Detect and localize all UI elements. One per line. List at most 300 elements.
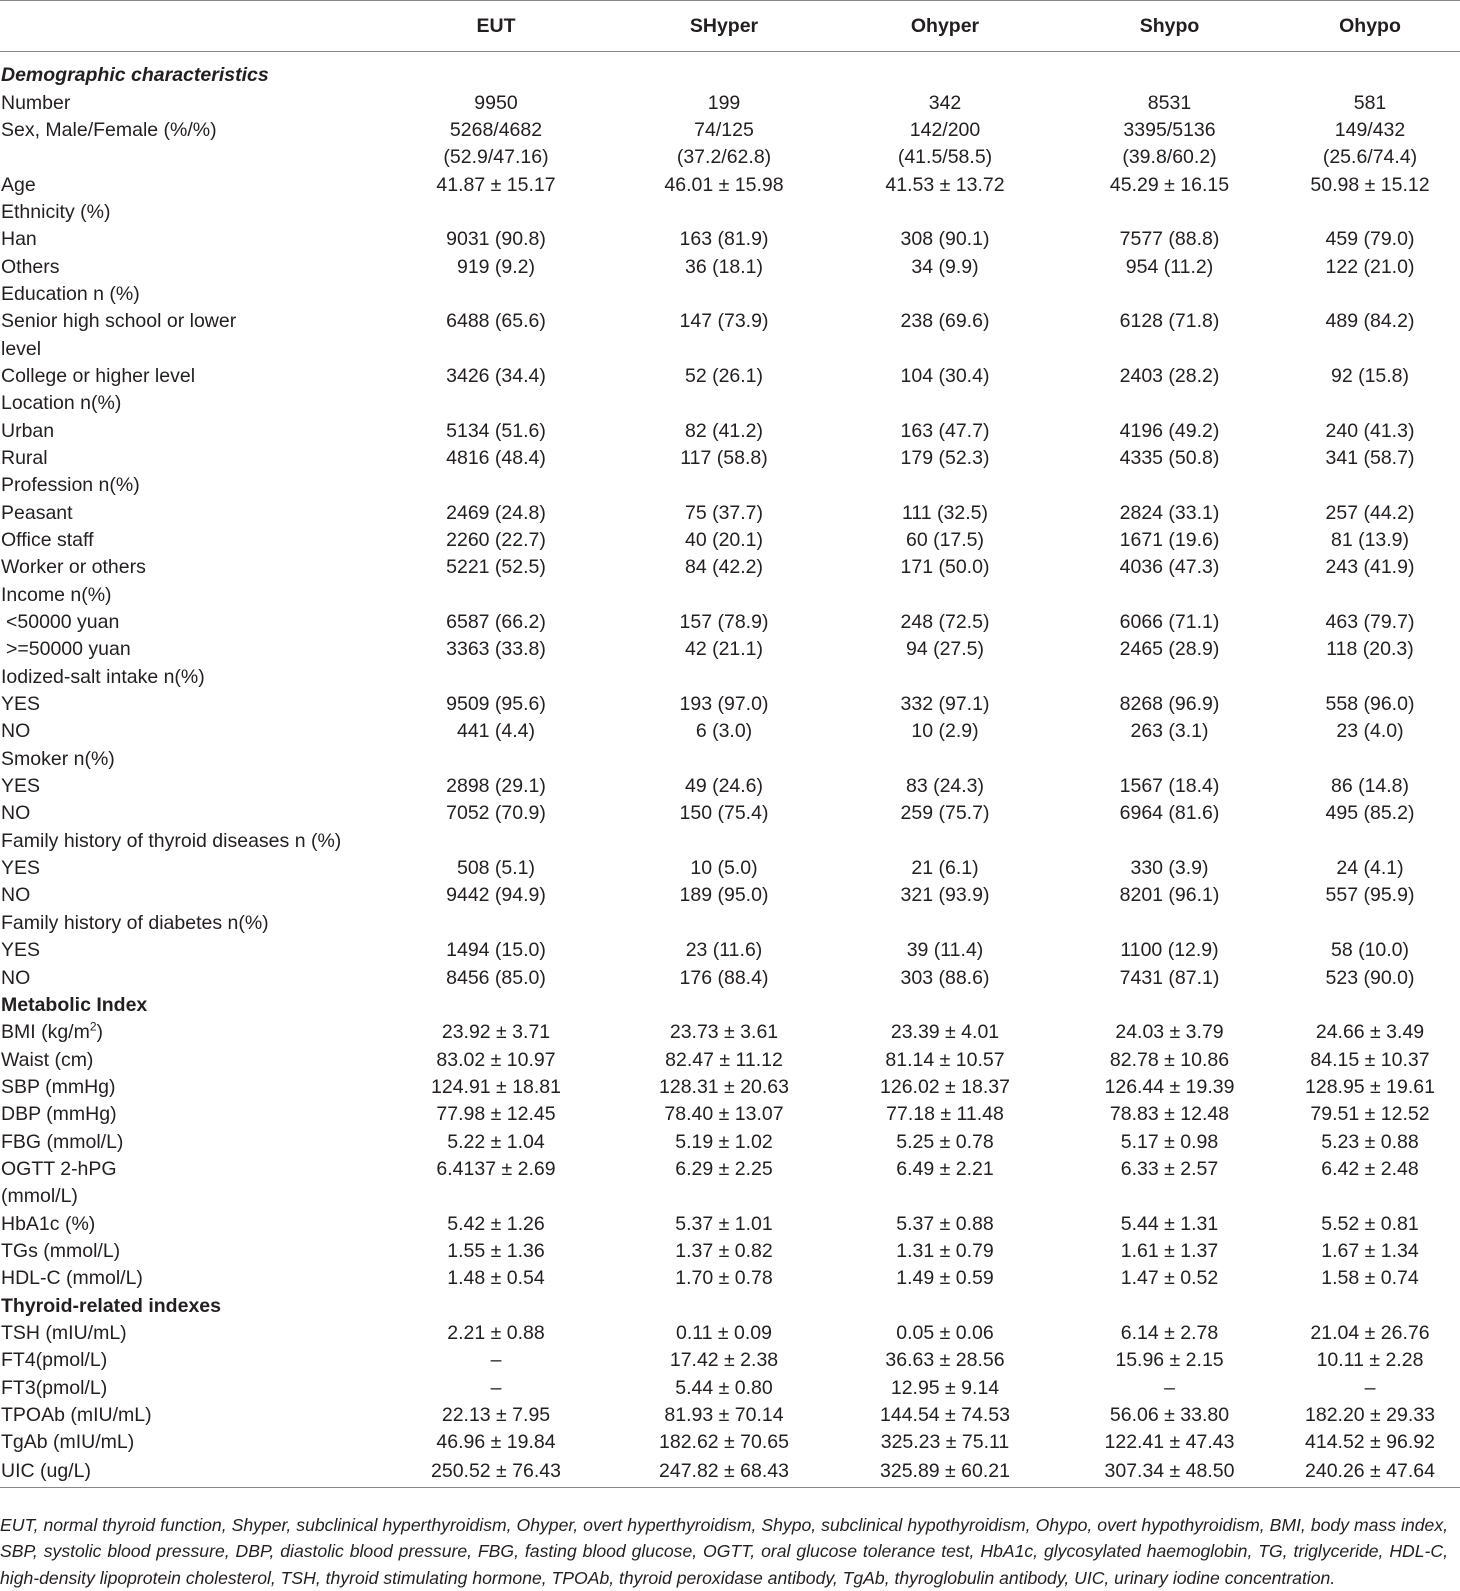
- row-label-text: Number: [1, 91, 71, 114]
- cell-eut: 41.87 ± 15.17: [436, 173, 556, 196]
- cell-ohypo: 581: [1353, 91, 1387, 114]
- cell-shypo: 330 (3.9): [1130, 857, 1209, 880]
- row-label: [0, 89, 375, 116]
- table-row: [0, 1375, 1460, 1402]
- row-label: [0, 1210, 375, 1237]
- cell-ohypo: 240.26 ± 47.64: [1280, 1457, 1460, 1488]
- table-row: [0, 1265, 1460, 1292]
- cell-shyper: 5.44 ± 0.80: [675, 1376, 773, 1399]
- cell-shyper: [617, 199, 831, 226]
- cell-shypo: 122.41 ± 47.43: [1104, 1431, 1235, 1454]
- cell-shyper: [617, 1183, 831, 1210]
- row-label-text: Smoker n(%): [1, 747, 115, 770]
- table-row: [0, 117, 1460, 144]
- row-label-text: NO: [1, 966, 31, 989]
- cell-ohyper: [831, 828, 1059, 855]
- cell-shyper: 157 (78.9): [679, 611, 769, 634]
- row-label: [0, 281, 375, 308]
- cell-eut: 1.48 ± 0.54: [447, 1267, 545, 1290]
- row-label: [0, 664, 375, 691]
- cell-shyper: [617, 582, 831, 609]
- cell-eut: [375, 1292, 617, 1319]
- row-label: [0, 1292, 375, 1319]
- table-row: [0, 582, 1460, 609]
- cell-eut: [375, 1183, 617, 1210]
- header-cell-label: [0, 1, 375, 52]
- cell-eut: [375, 582, 617, 609]
- row-label-text: SBP (mmHg): [1, 1075, 116, 1098]
- row-label: [0, 527, 375, 554]
- cell-eut: 22.13 ± 7.95: [441, 1404, 551, 1427]
- row-label-text: NO: [1, 802, 31, 825]
- row-label-text: YES: [1, 775, 41, 798]
- cell-eut: 5.42 ± 1.26: [447, 1212, 545, 1235]
- table-row: [0, 281, 1460, 308]
- cell-shypo: [1059, 1292, 1280, 1319]
- table-row: [0, 773, 1460, 800]
- cell-eut: 2469 (24.8): [446, 501, 546, 524]
- cell-shypo: 6128 (71.8): [1119, 310, 1220, 333]
- table-row: [0, 500, 1460, 527]
- table-row: [0, 144, 1460, 171]
- cell-ohyper: [831, 199, 1059, 226]
- row-label: [0, 500, 375, 527]
- cell-ohypo: [1280, 828, 1460, 855]
- cell-eut: 9442 (94.9): [446, 884, 546, 907]
- row-label-text: Han: [1, 228, 37, 251]
- row-label: [0, 1402, 375, 1429]
- cell-ohyper: 303 (88.6): [900, 966, 990, 989]
- cell-ohypo: [1280, 472, 1460, 499]
- row-label: [0, 718, 375, 745]
- cell-shyper: 6.29 ± 2.25: [675, 1157, 773, 1180]
- cell-eut: 9509 (95.6): [446, 693, 546, 716]
- cell-eut: 7052 (70.9): [446, 802, 546, 825]
- row-label: [0, 1347, 375, 1374]
- cell-ohyper: [831, 390, 1059, 417]
- row-label-text: TSH (mIU/mL): [1, 1321, 127, 1344]
- row-label: [0, 609, 375, 636]
- cell-shyper: 189 (95.0): [679, 884, 769, 907]
- table-row: [0, 445, 1460, 472]
- cell-shyper: (37.2/62.8): [676, 146, 772, 169]
- cell-eut: [375, 992, 617, 1019]
- cell-shyper: 84 (42.2): [684, 556, 764, 579]
- cell-ohyper: [831, 746, 1059, 773]
- cell-shyper: 1.37 ± 0.82: [675, 1239, 773, 1262]
- cell-ohyper: 10 (2.9): [911, 720, 979, 743]
- cell-shypo: 307.34 ± 48.50: [1059, 1457, 1280, 1488]
- cell-ohyper: 171 (50.0): [900, 556, 990, 579]
- cell-ohypo: 243 (41.9): [1325, 556, 1415, 579]
- cell-shypo: (39.8/60.2): [1122, 146, 1217, 169]
- cell-shypo: 1.47 ± 0.52: [1120, 1267, 1219, 1290]
- cell-eut: 6.4137 ± 2.69: [436, 1157, 556, 1180]
- table-row: [0, 390, 1460, 417]
- table-row: [0, 1292, 1460, 1319]
- cell-ohypo: 182.20 ± 29.33: [1305, 1404, 1435, 1427]
- cell-ohyper: 111 (32.5): [902, 501, 988, 524]
- row-label-text: Worker or others: [1, 556, 146, 579]
- table-row: [0, 1238, 1460, 1265]
- cell-shypo: 4335 (50.8): [1119, 446, 1220, 469]
- cell-shyper: 46.01 ± 15.98: [664, 173, 784, 196]
- cell-eut: 5134 (51.6): [446, 419, 546, 442]
- cell-eut: [375, 335, 617, 362]
- table-row: [0, 1128, 1460, 1155]
- cell-eut: –: [490, 1349, 502, 1372]
- row-label: [0, 1156, 375, 1183]
- row-label: [0, 828, 375, 855]
- row-label: [0, 1046, 375, 1073]
- row-label: [0, 363, 375, 390]
- table-row: [0, 992, 1460, 1019]
- cell-ohypo: 5.52 ± 0.81: [1321, 1212, 1419, 1235]
- row-label-text: Sex, Male/Female (%/%): [1, 118, 217, 141]
- table-row: [0, 1101, 1460, 1128]
- cell-shyper: 75 (37.7): [684, 501, 764, 524]
- cell-shypo: –: [1164, 1376, 1175, 1399]
- cell-eut: –: [490, 1376, 502, 1399]
- row-label-text: UIC (ug/L): [1, 1460, 91, 1483]
- table-body: [0, 52, 1460, 1488]
- row-label-text: NO: [1, 884, 31, 907]
- cell-ohyper: [831, 52, 1059, 90]
- cell-shyper: 42 (21.1): [684, 638, 764, 661]
- row-label-text: HbA1c (%): [1, 1212, 96, 1235]
- cell-shyper: [617, 472, 831, 499]
- row-label-text: College or higher level: [1, 364, 196, 387]
- cell-ohyper: [831, 664, 1059, 691]
- cell-ohypo: 558 (96.0): [1325, 693, 1415, 716]
- row-label: [0, 773, 375, 800]
- row-label: [0, 171, 375, 198]
- table-row: [0, 1046, 1460, 1073]
- cell-shypo: 954 (11.2): [1125, 255, 1214, 278]
- row-label-text: YES: [1, 693, 41, 716]
- cell-ohyper: [831, 472, 1059, 499]
- cell-ohyper: 1.49 ± 0.59: [896, 1267, 994, 1290]
- cell-shypo: 24.03 ± 3.79: [1115, 1021, 1224, 1044]
- cell-ohypo: 24.66 ± 3.49: [1315, 1021, 1425, 1044]
- cell-shypo: 7577 (88.8): [1119, 228, 1220, 251]
- cell-shypo: [1059, 52, 1280, 90]
- cell-shyper: 10 (5.0): [690, 857, 758, 880]
- cell-shypo: 1100 (12.9): [1120, 939, 1219, 962]
- table-row: [0, 1019, 1460, 1046]
- cell-shyper: [617, 390, 831, 417]
- row-label-text: Waist (cm): [1, 1048, 94, 1071]
- table-row: [0, 1074, 1460, 1101]
- cell-ohyper: 77.18 ± 11.48: [886, 1103, 1004, 1126]
- cell-shyper: 163 (81.9): [679, 228, 769, 251]
- cell-shypo: [1059, 992, 1280, 1019]
- header-cell-shyper: SHyper: [617, 1, 831, 52]
- cell-ohypo: [1280, 335, 1460, 362]
- cell-shypo: [1059, 910, 1280, 937]
- cell-eut: 3426 (34.4): [446, 364, 546, 387]
- table-row: [0, 1347, 1460, 1374]
- table-row: [0, 664, 1460, 691]
- row-label-text: Rural: [1, 446, 48, 469]
- cell-ohypo: (25.6/74.4): [1322, 146, 1418, 169]
- cell-shypo: 82.78 ± 10.86: [1109, 1048, 1230, 1071]
- cell-ohypo: 495 (85.2): [1325, 802, 1415, 825]
- row-label-text: YES: [1, 857, 41, 880]
- cell-eut: 441 (4.4): [456, 720, 536, 743]
- cell-eut: 4816 (48.4): [446, 446, 546, 469]
- row-label: [0, 937, 375, 964]
- cell-ohyper: 6.49 ± 2.21: [896, 1157, 994, 1180]
- cell-ohypo: 463 (79.7): [1325, 611, 1415, 634]
- cell-ohypo: 81 (13.9): [1330, 529, 1410, 552]
- row-label-text: Senior high school or lower: [1, 310, 237, 333]
- cell-eut: 8456 (85.0): [446, 966, 546, 989]
- cell-shypo: 8531: [1147, 91, 1192, 114]
- cell-shypo: 8201 (96.1): [1119, 884, 1220, 907]
- row-label: [0, 1183, 375, 1210]
- cell-ohypo: 1.58 ± 0.74: [1321, 1267, 1419, 1290]
- row-label: [0, 445, 375, 472]
- cell-ohypo: [1280, 992, 1460, 1019]
- table-row: [0, 964, 1460, 991]
- cell-eut: [375, 390, 617, 417]
- cell-ohyper: 248 (72.5): [900, 611, 990, 634]
- table-row: [0, 636, 1460, 663]
- cell-ohypo: [1280, 281, 1460, 308]
- cell-ohyper: 179 (52.3): [900, 446, 990, 469]
- table-row: [0, 937, 1460, 964]
- cell-shyper: 5.19 ± 1.02: [675, 1130, 773, 1153]
- cell-shyper: 247.82 ± 68.43: [617, 1457, 831, 1488]
- cell-shyper: 0.11 ± 0.09: [676, 1321, 772, 1344]
- cell-ohypo: –: [1364, 1376, 1376, 1399]
- header-row: [0, 1, 1460, 52]
- cell-ohyper: 36.63 ± 28.56: [885, 1349, 1005, 1372]
- table-row: [0, 417, 1460, 444]
- cell-shypo: 2824 (33.1): [1119, 501, 1220, 524]
- cell-shyper: [617, 281, 831, 308]
- cell-eut: [375, 746, 617, 773]
- table-header: [0, 1, 1460, 52]
- cell-shypo: 2465 (28.9): [1119, 638, 1220, 661]
- row-label-superscript: 2: [89, 1019, 97, 1034]
- row-label-text: Urban: [1, 419, 55, 442]
- row-label: [0, 582, 375, 609]
- cell-shypo: 1567 (18.4): [1119, 775, 1220, 798]
- cell-eut: 9031 (90.8): [446, 228, 546, 251]
- table-row: [0, 718, 1460, 745]
- row-label: [0, 253, 375, 280]
- cell-ohyper: (41.5/58.5): [897, 146, 993, 169]
- row-label-text: Metabolic Index: [1, 993, 148, 1016]
- table-row: [0, 52, 1460, 90]
- row-label: [0, 1128, 375, 1155]
- row-label-text: TPOAb (mIU/mL): [1, 1404, 152, 1427]
- cell-ohypo: 50.98 ± 15.12: [1310, 173, 1430, 196]
- table-row: [0, 199, 1460, 226]
- row-label: [0, 800, 375, 827]
- table-row: [0, 335, 1460, 362]
- cell-shypo: 1.61 ± 1.37: [1120, 1239, 1219, 1262]
- cell-shyper: 1.70 ± 0.78: [675, 1267, 773, 1290]
- cell-ohypo: 86 (14.8): [1330, 775, 1410, 798]
- cell-eut: 6587 (66.2): [446, 611, 546, 634]
- cell-eut: 2260 (22.7): [446, 529, 546, 552]
- row-label-text: (mmol/L): [1, 1185, 78, 1208]
- cell-ohyper: 34 (9.9): [911, 255, 979, 278]
- cell-ohypo: 122 (21.0): [1325, 255, 1415, 278]
- cell-shypo: [1059, 828, 1280, 855]
- row-label: [0, 52, 375, 90]
- table-row: [0, 691, 1460, 718]
- cell-shyper: 82 (41.2): [684, 419, 764, 442]
- cell-ohypo: 10.11 ± 2.28: [1316, 1349, 1424, 1372]
- cell-ohypo: 557 (95.9): [1325, 884, 1415, 907]
- cell-ohypo: 1.67 ± 1.34: [1321, 1239, 1419, 1262]
- cell-shypo: [1059, 664, 1280, 691]
- table-row: [0, 609, 1460, 636]
- row-label-text: Thyroid-related indexes: [1, 1294, 221, 1317]
- cell-shypo: [1059, 1183, 1280, 1210]
- row-label: [0, 636, 375, 663]
- row-label-text: >=50000 yuan: [6, 638, 131, 661]
- cell-shyper: 5.37 ± 1.01: [675, 1212, 773, 1235]
- cell-ohypo: [1280, 199, 1460, 226]
- cell-eut: 919 (9.2): [456, 255, 536, 278]
- cell-shyper: 17.42 ± 2.38: [669, 1349, 779, 1372]
- row-label-text: Iodized-salt intake n(%): [1, 665, 205, 688]
- cell-ohyper: 104 (30.4): [900, 364, 990, 387]
- cell-eut: 83.02 ± 10.97: [436, 1048, 556, 1071]
- row-label-text: FBG (mmol/L): [1, 1130, 124, 1153]
- cell-ohypo: [1280, 910, 1460, 937]
- row-label: [0, 992, 375, 1019]
- cell-shyper: [617, 746, 831, 773]
- cell-ohyper: 60 (17.5): [905, 529, 985, 552]
- cell-shypo: [1059, 281, 1280, 308]
- cell-ohyper: [831, 992, 1059, 1019]
- cell-eut: 6488 (65.6): [446, 310, 546, 333]
- cell-ohyper: 126.02 ± 18.37: [880, 1075, 1010, 1098]
- cell-eut: 2.21 ± 0.88: [447, 1321, 545, 1344]
- table-row: [0, 472, 1460, 499]
- cell-ohypo: 128.95 ± 19.61: [1305, 1075, 1435, 1098]
- cell-ohypo: 79.51 ± 12.52: [1310, 1103, 1430, 1126]
- row-label: [0, 308, 375, 335]
- cell-shypo: [1059, 335, 1280, 362]
- header-cell-ohyper: Ohyper: [831, 1, 1059, 52]
- row-label-text: Family history of thyroid diseases n (%): [1, 829, 342, 852]
- table-row: [0, 253, 1460, 280]
- cell-ohypo: [1280, 664, 1460, 691]
- table-row: [0, 363, 1460, 390]
- cell-shyper: [617, 992, 831, 1019]
- cell-eut: 5268/4682: [449, 118, 543, 141]
- table-row: [0, 910, 1460, 937]
- cell-ohypo: 58 (10.0): [1330, 939, 1410, 962]
- cell-ohypo: 6.42 ± 2.48: [1321, 1157, 1419, 1180]
- table-row: [0, 171, 1460, 198]
- cell-ohyper: 23.39 ± 4.01: [890, 1021, 1000, 1044]
- row-label-text: DBP (mmHg): [1, 1103, 117, 1126]
- row-label: [0, 472, 375, 499]
- cell-shypo: 7431 (87.1): [1119, 966, 1220, 989]
- cell-ohyper: 342: [928, 91, 962, 114]
- cell-ohypo: 523 (90.0): [1325, 966, 1415, 989]
- table-row: [0, 746, 1460, 773]
- row-label-suffix: ): [96, 1021, 104, 1044]
- cell-shypo: 45.29 ± 16.15: [1109, 173, 1230, 196]
- cell-ohyper: 142/200: [909, 118, 981, 141]
- cell-shyper: 36 (18.1): [684, 255, 764, 278]
- cell-shyper: [617, 828, 831, 855]
- cell-shyper: 78.40 ± 13.07: [664, 1103, 784, 1126]
- cell-ohyper: 21 (6.1): [911, 857, 979, 880]
- cell-shypo: 263 (3.1): [1130, 720, 1209, 743]
- cell-shyper: 82.47 ± 11.12: [665, 1048, 783, 1071]
- cell-shypo: [1059, 390, 1280, 417]
- cell-eut: [375, 828, 617, 855]
- table-row: [0, 1156, 1460, 1183]
- row-label: [0, 1265, 375, 1292]
- cell-ohypo: 149/432: [1334, 118, 1406, 141]
- row-label-text: Education n (%): [1, 282, 140, 305]
- table-row: [0, 1429, 1460, 1456]
- cell-ohypo: [1280, 1292, 1460, 1319]
- cell-shyper: [617, 664, 831, 691]
- row-label-text: Profession n(%): [1, 474, 140, 497]
- row-label-text: level: [1, 337, 42, 360]
- cell-ohyper: [831, 1292, 1059, 1319]
- cell-shyper: [617, 910, 831, 937]
- row-label-text: Age: [1, 173, 36, 196]
- row-label-text: <50000 yuan: [6, 611, 120, 634]
- cell-ohyper: 0.05 ± 0.06: [896, 1321, 994, 1344]
- row-label-text: Demographic characteristics: [1, 64, 269, 87]
- cell-shyper: [617, 1292, 831, 1319]
- row-label: [0, 1457, 375, 1488]
- cell-ohypo: 489 (84.2): [1325, 310, 1415, 333]
- table-row: [0, 554, 1460, 581]
- cell-shyper: 40 (20.1): [684, 529, 764, 552]
- row-label-text: HDL-C (mmol/L): [1, 1267, 143, 1290]
- cell-shyper: 150 (75.4): [679, 802, 769, 825]
- row-label: [0, 855, 375, 882]
- cell-eut: [375, 199, 617, 226]
- row-label: [0, 1238, 375, 1265]
- cell-ohypo: [1280, 1183, 1460, 1210]
- cell-eut: 23.92 ± 3.71: [441, 1021, 551, 1044]
- row-label-text: Others: [1, 255, 60, 278]
- cell-ohyper: 1.31 ± 0.79: [896, 1239, 994, 1262]
- cell-ohyper: 259 (75.7): [900, 802, 990, 825]
- cell-eut: 3363 (33.8): [446, 638, 546, 661]
- cell-ohyper: [831, 281, 1059, 308]
- cell-shyper: 23 (11.6): [685, 939, 763, 962]
- row-label-text: NO: [1, 720, 31, 743]
- cell-ohyper: 81.14 ± 10.57: [885, 1048, 1005, 1071]
- cell-shypo: 6.14 ± 2.78: [1120, 1321, 1219, 1344]
- cell-eut: 5.22 ± 1.04: [447, 1130, 545, 1153]
- row-label: [0, 390, 375, 417]
- row-label-text: Ethnicity (%): [1, 200, 111, 223]
- cell-ohypo: 459 (79.0): [1325, 228, 1415, 251]
- cell-ohyper: 308 (90.1): [900, 228, 990, 251]
- cell-shyper: 52 (26.1): [684, 364, 764, 387]
- cell-shypo: 15.96 ± 2.15: [1115, 1349, 1224, 1372]
- table-row: [0, 89, 1460, 116]
